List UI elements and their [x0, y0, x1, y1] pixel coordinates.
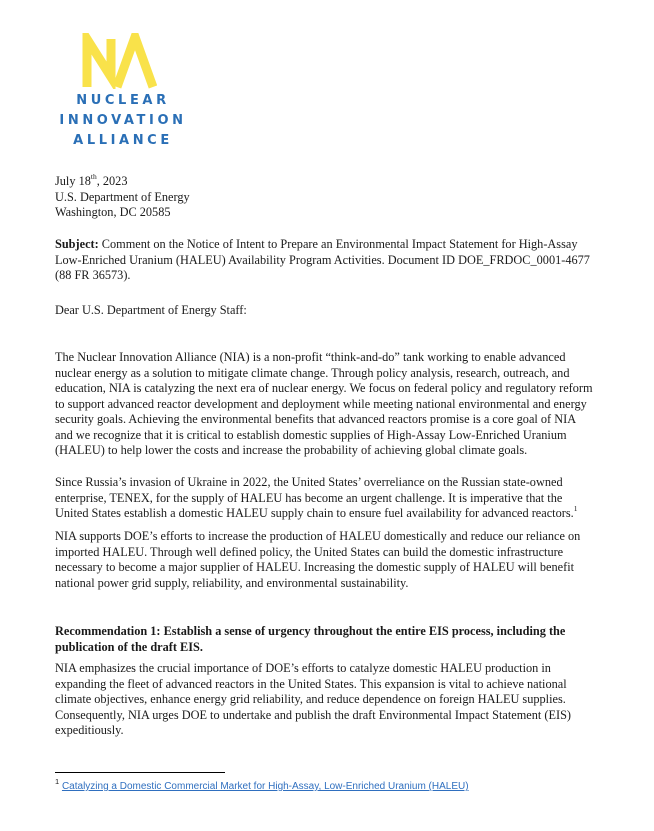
footnote-ref: 1: [573, 503, 578, 513]
footnote-number: 1: [55, 776, 60, 786]
logo-text-line2: INNOVATION: [59, 113, 187, 128]
paragraph-intro: The Nuclear Innovation Alliance (NIA) is a non-profit “think-and-do” tank working to enable advanced nuclear energy as a solution to mitigate climate change. Through policy analysis, research, outreach, and education, NIA is catalyzing the next era of nuclear energy. We focus on federal policy and regulatory reform to support advanced reactor development and deployment while meeting national environmental and energy security goals. Achieving the environmental benefits that advanced reactors promise is a core goal of NIA and we recognize that it is critical to establish domestic supplies of High-Assay Low-Enriched Uranium (HALEU) to help lower the costs and increase the probability of achieving global climate goals.: [55, 350, 593, 457]
footnote-divider: [55, 772, 225, 773]
recipient-address: Washington, DC 20585: [55, 205, 171, 219]
subject-text: Comment on the Notice of Intent to Prepare an Environmental Impact Statement for High-Assay Low-Enriched Uranium (HALEU) Availability Program Activities. Document ID DOE_FRDOC_0001-4677 (88 FR 36573).: [55, 237, 590, 282]
recommendation-body: NIA emphasizes the crucial importance of DOE’s efforts to catalyze domestic HALEU production in expanding the fleet of advanced reactors in the United States. This expansion is vital to achieve national climate objectives, enhance energy grid reliability, and reduce dependence on foreign HALEU supplies. Consequently, NIA urges DOE to undertake and publish the draft Environmental Impact Statement (EIS) expeditiously.: [55, 661, 572, 737]
salutation: Dear U.S. Department of Energy Staff:: [55, 303, 247, 317]
recipient-name: U.S. Department of Energy: [55, 189, 190, 204]
letter-header: [55, 171, 595, 221]
recommendation-heading: Recommendation 1: Establish a sense of urgency throughout the entire EIS process, including the publication of the draft EIS.: [55, 624, 566, 654]
footnote: [55, 776, 469, 793]
letter-date: July 18th, 2023: [55, 171, 128, 188]
logo-text-line3: ALLIANCE: [73, 133, 173, 148]
footnote-link[interactable]: Catalyzing a Domestic Commercial Market for High-Assay, Low-Enriched Uranium (HALEU): [61, 781, 469, 792]
nia-logo-monogram: [81, 33, 157, 89]
paragraph-russia: Since Russia’s invasion of Ukraine in 2022, the United States’ overreliance on the Russian state-owned enterprise, TENEX, for the supply of HALEU has become an urgent challenge. It is imperative that the United States establish a domestic HALEU supply chain to ensure fuel availability for advanced reactors.$^1$: [55, 475, 578, 520]
subject-line: [55, 237, 595, 284]
logo-text-line1: NUCLEAR: [76, 93, 170, 108]
paragraph-support: NIA supports DOE’s efforts to increase the production of HALEU domestically and reduce our reliance on imported HALEU. Through well defined policy, the United States can build the domestic infrastructure necessary to become a major supplier of HALEU. Increasing the domestic supply of HALEU will benefit national power grid supply, reliability, and environmental sustainability.: [55, 529, 581, 590]
subject-label: Subject:: [55, 237, 99, 251]
